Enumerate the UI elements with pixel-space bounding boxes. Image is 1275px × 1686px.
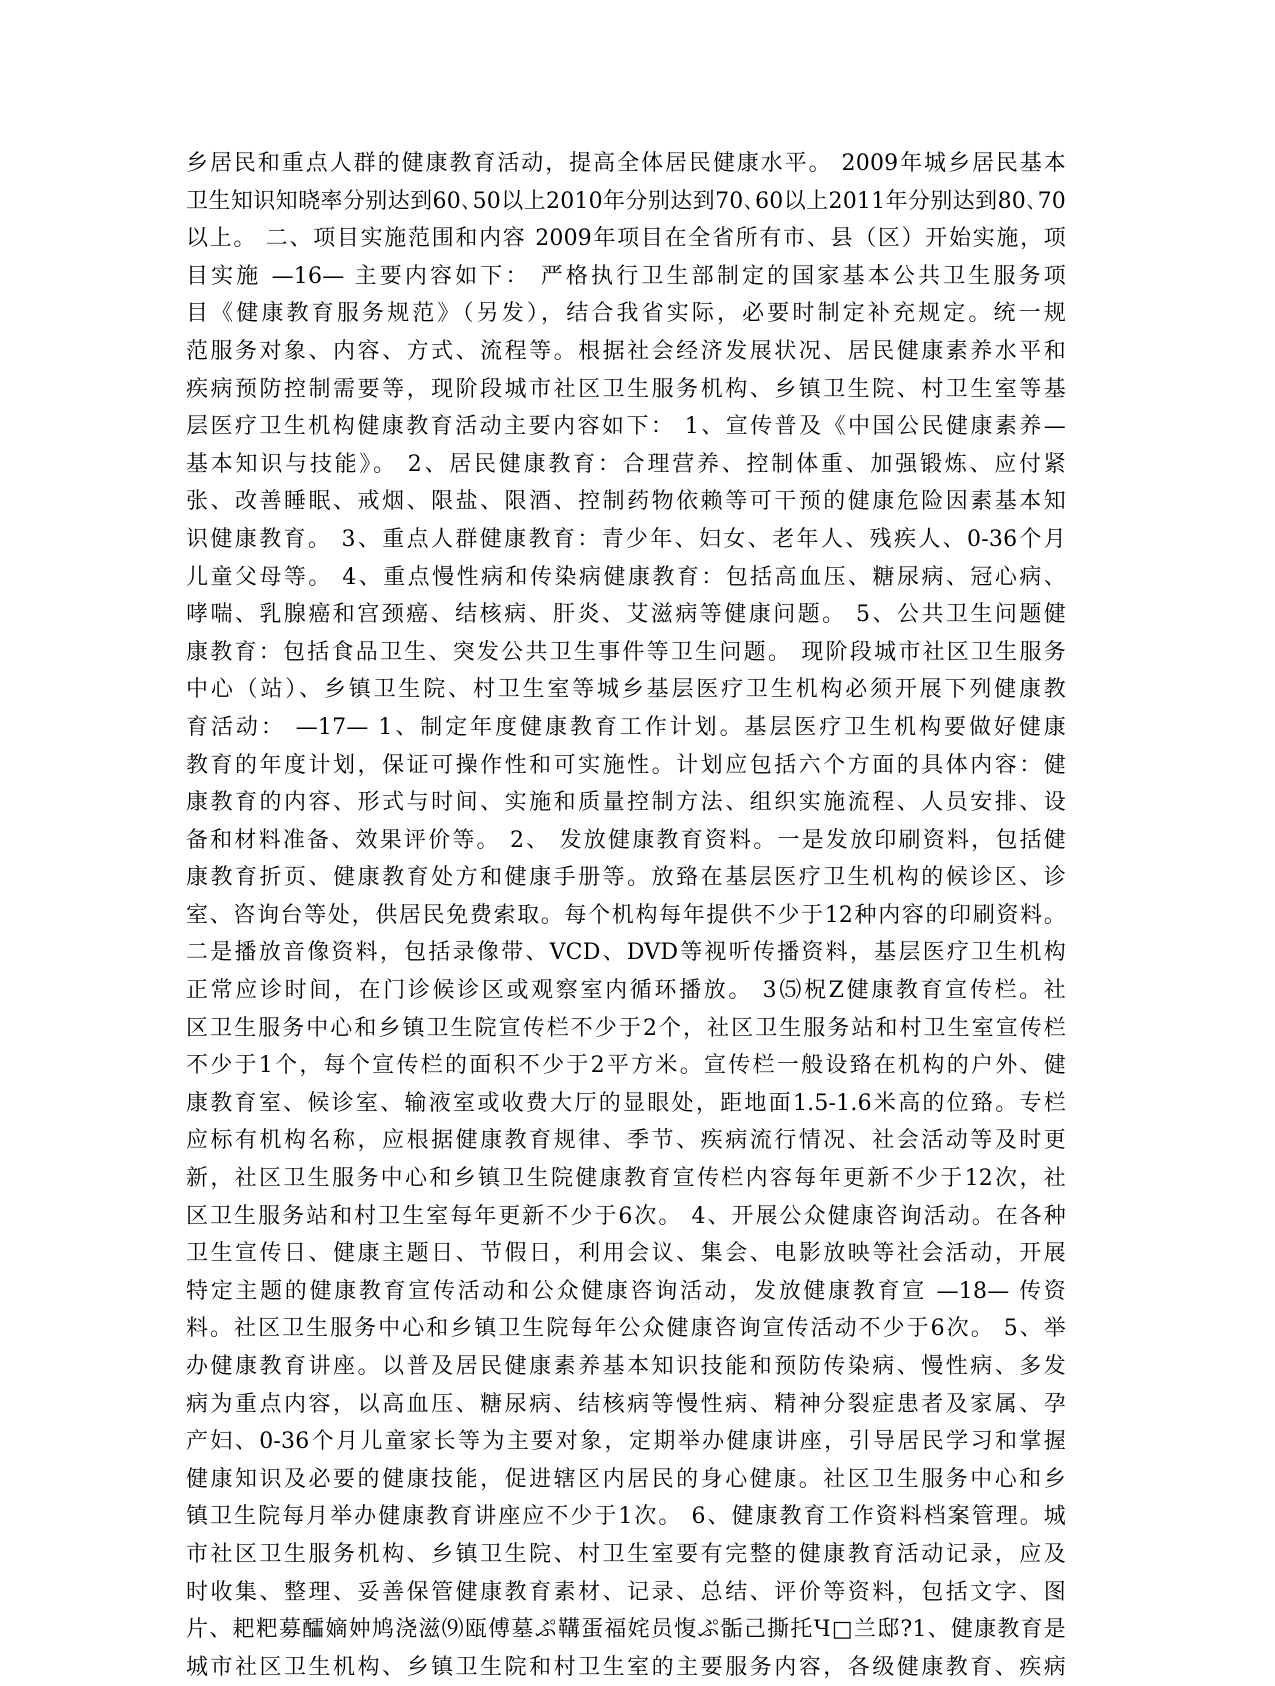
text-line: 病为重点内容，以高血压、糖尿病、结核病等慢性病、精神分裂症患者及家属、孕 [186, 1391, 1066, 1417]
text-line: 卫生知识知晓率分别达到60､50以上2010年分别达到70､60以上2011年分别达到80､70 [186, 188, 1066, 214]
text-line: 产妇、0-36个月儿童家长等为主要对象，定期举办健康讲座，引导居民学习和掌握 [186, 1429, 1066, 1455]
text-line: 室、咨询台等处，供居民免费索取。每个机构每年提供不少于12种内容的印刷资料。 [186, 902, 1066, 928]
text-line: 以上。 二、项目实施范围和内容 2009年项目在全省所有市、县（区）开始实施，项 [186, 226, 1066, 252]
text-line: 育活动： —17— 1、制定年度健康教育工作计划。基层医疗卫生机构要做好健康 [186, 714, 1066, 740]
text-line: 正常应诊时间，在门诊候诊区或观察室内循环播放。 3⑸柷Z健康教育宣传栏。社 [186, 978, 1066, 1004]
text-line: 市社区卫生服务机构、乡镇卫生院、村卫生室要有完整的健康教育活动记录，应及 [186, 1541, 1066, 1567]
text-line: 特定主题的健康教育宣传活动和公众健康咨询活动，发放健康教育宣 —18— 传资 [186, 1278, 1066, 1304]
text-line: 片、耙粑募醽嫡妕鸠浇滋⑼瓯傅墓ぷ鞲蛋福姹员愎ぷ骺己撕托Ч□兰邸?1、健康教育是 [186, 1617, 1066, 1643]
text-line: 层医疗卫生机构健康教育活动主要内容如下： 1、宣传普及《中国公民健康素养— [186, 414, 1066, 440]
text-line: 时收集、整理、妥善保管健康教育素材、记录、总结、评价等资料，包括文字、图 [186, 1579, 1066, 1605]
text-line: 备和材料准备、效果评价等。 2、 发放健康教育资料。一是发放印刷资料，包括健 [186, 827, 1066, 853]
text-line: 卫生宣传日、健康主题日、节假日，利用会议、集会、电影放映等社会活动，开展 [186, 1241, 1066, 1267]
text-line: 区卫生服务中心和乡镇卫生院宣传栏不少于2个，社区卫生服务站和村卫生室宣传栏 [186, 1015, 1066, 1041]
text-line: 中心（站）、乡镇卫生院、村卫生室等城乡基层医疗卫生机构必须开展下列健康教 [186, 677, 1066, 703]
text-line: 张、改善睡眠、戒烟、限盐、限酒、控制药物依赖等可干预的健康危险因素基本知 [186, 489, 1066, 515]
text-line: 识健康教育。 3、重点人群健康教育：青少年、妇女、老年人、残疾人、0-36个月 [186, 526, 1066, 552]
text-line: 范服务对象、内容、方式、流程等。根据社会经济发展状况、居民健康素养水平和 [186, 338, 1066, 364]
text-line: 康教育折页、健康教育处方和健康手册等。放臵在基层医疗卫生机构的候诊区、诊 [186, 865, 1066, 891]
text-line: 目《健康教育服务规范》（另发），结合我省实际，必要时制定补充规定。统一规 [186, 301, 1066, 327]
text-line: 城市社区卫生机构、乡镇卫生院和村卫生室的主要服务内容，各级健康教育、疾病 [186, 1654, 1066, 1680]
text-line: 乡居民和重点人群的健康教育活动，提高全体居民健康水平。 2009年城乡居民基本 [186, 151, 1066, 176]
text-line: 健康知识及必要的健康技能，促进辖区内居民的身心健康。社区卫生服务中心和乡 [186, 1466, 1066, 1492]
text-line: 不少于1个，每个宣传栏的面积不少于2平方米。宣传栏一般设臵在机构的户外、健 [186, 1053, 1066, 1079]
text-line: 应标有机构名称，应根据健康教育规律、季节、疾病流行情况、社会活动等及时更 [186, 1128, 1066, 1154]
text-line: 二是播放音像资料，包括录像带、VCD、DVD等视听传播资料，基层医疗卫生机构 [186, 940, 1066, 966]
body-text [186, 145, 1066, 1686]
text-line: 康教育：包括食品卫生、突发公共卫生事件等卫生问题。 现阶段城市社区卫生服务 [186, 639, 1066, 665]
text-line: 哮喘、乳腺癌和宫颈癌、结核病、肝炎、艾滋病等健康问题。 5、公共卫生问题健 [186, 602, 1066, 628]
text-line: 区卫生服务站和村卫生室每年更新不少于6次。 4、开展公众健康咨询活动。在各种 [186, 1203, 1066, 1229]
text-line: 办健康教育讲座。以普及居民健康素养基本知识技能和预防传染病、慢性病、多发 [186, 1354, 1066, 1379]
text-line: 新，社区卫生服务中心和乡镇卫生院健康教育宣传栏内容每年更新不少于12次，社 [186, 1166, 1066, 1192]
text-line: 目实施 —16— 主要内容如下： 严格执行卫生部制定的国家基本公共卫生服务项 [186, 263, 1066, 289]
text-line: 料。社区卫生服务中心和乡镇卫生院每年公众健康咨询宣传活动不少于6次。 5、举 [186, 1316, 1066, 1342]
text-line: 疾病预防控制需要等，现阶段城市社区卫生服务机构、乡镇卫生院、村卫生室等基 [186, 376, 1066, 402]
text-line: 教育的年度计划，保证可操作性和可实施性。计划应包括六个方面的具体内容：健 [186, 752, 1066, 778]
text-line: 镇卫生院每月举办健康教育讲座应不少于1次。 6、健康教育工作资料档案管理。城 [186, 1504, 1066, 1530]
text-line: 基本知识与技能》。 2、居民健康教育：合理营养、控制体重、加强锻炼、应付紧 [186, 451, 1066, 477]
text-line: 儿童父母等。 4、重点慢性病和传染病健康教育：包括高血压、糖尿病、冠心病、 [186, 564, 1066, 590]
text-line: 康教育室、候诊室、输液室或收费大厅的显眼处，距地面1.5-1.6米高的位臵。专栏 [186, 1090, 1066, 1116]
text-line: 康教育的内容、形式与时间、实施和质量控制方法、组织实施流程、人员安排、设 [186, 790, 1066, 816]
